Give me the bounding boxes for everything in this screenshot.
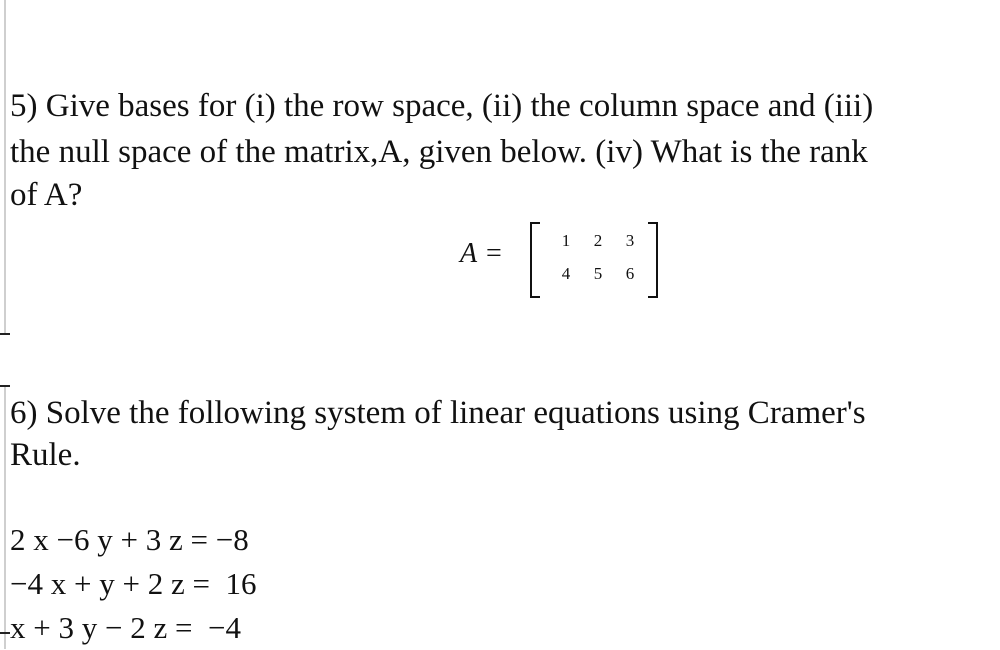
equation-2: −4 x + y + 2 z = 16 <box>10 566 257 601</box>
matrix-entry: 4 <box>561 263 571 283</box>
right-bracket <box>648 222 658 298</box>
left-bracket <box>530 222 540 298</box>
matrix-entry: 6 <box>625 263 635 283</box>
equation-system <box>10 518 256 650</box>
section-divider-mark <box>0 385 10 387</box>
matrix-equals-sign: = <box>486 238 502 269</box>
problem-5-line-1: 5) Give bases for (i) the row space, (ii) the column space and (iii) <box>10 88 874 124</box>
problem-5-line-3: of A? <box>10 177 83 213</box>
equation-3: x + 3 y − 2 z = −4 <box>10 610 241 645</box>
matrix-a <box>460 220 670 300</box>
problem-5-line-2: the null space of the matrix,A, given below. (iv) What is the rank <box>10 134 868 170</box>
equation-1: 2 x −6 y + 3 z = −8 <box>10 522 249 557</box>
problem-6-line-2: Rule. <box>10 437 81 473</box>
section-divider-mark <box>0 632 10 634</box>
page-border-top <box>4 0 6 335</box>
section-divider-mark <box>0 333 10 335</box>
matrix-label: A <box>460 238 478 269</box>
matrix-entries <box>550 224 646 290</box>
matrix-entry: 2 <box>593 230 603 250</box>
problem-6-line-1: 6) Solve the following system of linear equations using Cramer's <box>10 395 866 431</box>
matrix-entry: 1 <box>561 230 571 250</box>
matrix-entry: 5 <box>593 263 603 283</box>
page-border-bottom <box>4 385 6 649</box>
matrix-entry: 3 <box>625 230 635 250</box>
